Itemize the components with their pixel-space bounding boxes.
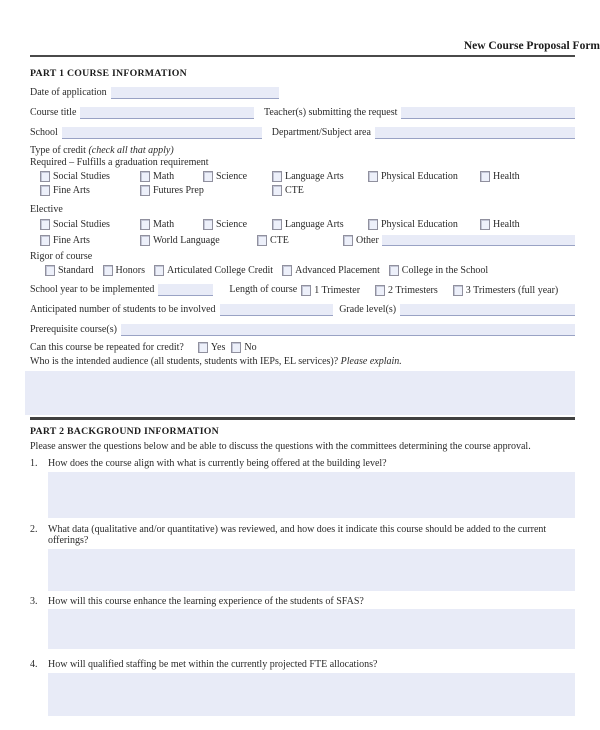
checkbox-elective-language-arts[interactable] bbox=[272, 219, 282, 230]
department-label: Department/Subject area bbox=[271, 127, 371, 138]
checkbox-label: 3 Trimesters (full year) bbox=[465, 285, 559, 296]
elective-language-arts-option[interactable] bbox=[272, 219, 344, 230]
question-text: What data (qualitative and/or quantitative) was reviewed, and how does it indicate this course should be added to the current offerings? bbox=[48, 523, 547, 546]
elective-health-option[interactable] bbox=[480, 219, 520, 230]
checkbox-label: Advanced Placement bbox=[295, 265, 380, 276]
audience-note: Please explain. bbox=[340, 356, 402, 367]
part2-divider bbox=[30, 417, 575, 420]
required-language-arts-option[interactable] bbox=[272, 171, 344, 182]
elective-row-2 bbox=[30, 231, 575, 247]
checkbox-elective-cte[interactable] bbox=[257, 235, 267, 246]
form-content bbox=[30, 55, 575, 716]
checkbox-rigor-college-in-the-school[interactable] bbox=[389, 265, 399, 276]
teachers-label: Teacher(s) submitting the request bbox=[263, 107, 398, 118]
length-of-course-label: Length of course bbox=[229, 284, 298, 295]
checkbox-label: Articulated College Credit bbox=[167, 265, 274, 276]
checkbox-required-language-arts[interactable] bbox=[272, 171, 282, 182]
question-text: How does the course align with what is currently being offered at the building level? bbox=[48, 458, 387, 469]
elective-physical-education-option[interactable] bbox=[368, 219, 458, 230]
checkbox-yes[interactable] bbox=[198, 342, 208, 353]
elective-science-option[interactable] bbox=[203, 219, 247, 230]
audience-line bbox=[30, 356, 575, 368]
audience-answer-area[interactable] bbox=[25, 371, 575, 415]
question-3-answer-area[interactable] bbox=[48, 609, 575, 649]
checkbox-elective-math[interactable] bbox=[140, 219, 150, 230]
question-2-answer-area[interactable] bbox=[48, 549, 575, 591]
checkbox-label: Health bbox=[493, 171, 520, 182]
prerequisite-input[interactable] bbox=[121, 324, 575, 336]
checkbox-label: College in the School bbox=[401, 265, 489, 276]
elective-row-1 bbox=[30, 216, 575, 231]
question-1-answer-area[interactable] bbox=[48, 472, 575, 518]
elective-math-option[interactable] bbox=[140, 219, 174, 230]
required-math-option[interactable] bbox=[140, 171, 174, 182]
required-cte-option[interactable] bbox=[272, 185, 304, 196]
checkbox-elective-fine-arts[interactable] bbox=[40, 235, 50, 246]
checkbox-elective-health[interactable] bbox=[480, 219, 490, 230]
question-number: 4. bbox=[30, 659, 38, 670]
checkbox-label: Health bbox=[493, 219, 520, 230]
checkbox-label: Physical Education bbox=[381, 171, 458, 182]
checkbox-label: Other bbox=[356, 235, 379, 246]
checkbox-label: Math bbox=[153, 171, 175, 182]
checkbox-label: Science bbox=[216, 219, 248, 230]
checkbox-label: Yes bbox=[210, 342, 226, 353]
required-health-option[interactable] bbox=[480, 171, 520, 182]
rigor-honors-option[interactable] bbox=[103, 265, 145, 276]
required-credit-row-2 bbox=[30, 183, 575, 197]
required-science-option[interactable] bbox=[203, 171, 247, 182]
rigor-advanced-placement-option[interactable] bbox=[282, 265, 380, 276]
question-number: 1. bbox=[30, 458, 38, 469]
length-3-trimesters-option[interactable] bbox=[453, 285, 559, 296]
prerequisite-label: Prerequisite course(s) bbox=[30, 324, 117, 335]
type-of-credit-line bbox=[30, 145, 575, 157]
checkbox-label: Futures Prep bbox=[153, 185, 204, 196]
elective-fine-arts-option[interactable] bbox=[40, 235, 90, 246]
length-1-trimester-option[interactable] bbox=[301, 285, 360, 296]
repeat-yes-option[interactable] bbox=[198, 342, 226, 353]
question-3 bbox=[30, 596, 575, 608]
checkbox-required-health[interactable] bbox=[480, 171, 490, 182]
checkbox-elective-social-studies[interactable] bbox=[40, 219, 50, 230]
header-divider bbox=[30, 55, 575, 57]
checkbox-3-trimesters[interactable] bbox=[453, 285, 463, 296]
checkbox-elective-physical-education[interactable] bbox=[368, 219, 378, 230]
checkbox-label: Fine Arts bbox=[53, 235, 90, 246]
checkbox-label: Language Arts bbox=[285, 171, 344, 182]
course-title-label: Course title bbox=[30, 107, 77, 118]
question-4 bbox=[30, 659, 575, 671]
required-physical-education-option[interactable] bbox=[368, 171, 458, 182]
elective-other-input[interactable] bbox=[382, 235, 575, 246]
checkbox-elective-world-language[interactable] bbox=[140, 235, 150, 246]
checkbox-elective-science[interactable] bbox=[203, 219, 213, 230]
repeat-no-option[interactable] bbox=[231, 342, 256, 353]
date-of-application-label: Date of application bbox=[30, 87, 107, 98]
elective-other-option[interactable] bbox=[343, 235, 575, 246]
checkbox-label: World Language bbox=[153, 235, 220, 246]
checkbox-rigor-standard[interactable] bbox=[45, 265, 55, 276]
question-number: 3. bbox=[30, 595, 38, 607]
department-input[interactable] bbox=[375, 127, 575, 139]
question-number: 2. bbox=[30, 523, 38, 535]
checkbox-required-social-studies[interactable] bbox=[40, 171, 50, 182]
part2-intro: Please answer the questions below and be able to discuss the questions with the committees determining the course approval. bbox=[30, 441, 531, 452]
required-futures-prep-option[interactable] bbox=[140, 185, 204, 196]
checkbox-rigor-articulated-college-credit[interactable] bbox=[154, 265, 164, 276]
prerequisite-row bbox=[30, 323, 575, 336]
anticipated-students-row bbox=[30, 303, 575, 316]
checkbox-label: 2 Trimesters bbox=[388, 285, 438, 296]
part2-heading: PART 2 BACKGROUND INFORMATION bbox=[30, 426, 219, 437]
elective-world-language-option[interactable] bbox=[140, 235, 220, 246]
checkbox-label: Social Studies bbox=[53, 219, 110, 230]
form-title: New Course Proposal Form bbox=[463, 40, 600, 52]
checkbox-label: Math bbox=[153, 219, 175, 230]
length-2-trimesters-option[interactable] bbox=[375, 285, 438, 296]
checkbox-label: 1 Trimester bbox=[314, 285, 361, 296]
required-fine-arts-option[interactable] bbox=[40, 185, 90, 196]
school-year-label: School year to be implemented bbox=[30, 284, 155, 295]
checkbox-label: Language Arts bbox=[285, 219, 344, 230]
question-text: How will qualified staffing be met within the currently projected FTE allocations? bbox=[48, 659, 378, 670]
date-of-application-row bbox=[30, 86, 575, 99]
required-label: Required – Fulfills a graduation requirement bbox=[30, 157, 209, 168]
checkbox-1-trimester[interactable] bbox=[301, 285, 311, 296]
checkbox-label: Fine Arts bbox=[53, 185, 90, 196]
repeat-for-credit-label: Can this course be repeated for credit? bbox=[30, 342, 184, 353]
school-input[interactable] bbox=[62, 127, 262, 139]
question-1 bbox=[30, 458, 575, 470]
anticipated-students-input[interactable] bbox=[220, 304, 334, 316]
rigor-label: Rigor of course bbox=[30, 251, 93, 262]
school-year-input[interactable] bbox=[158, 284, 213, 296]
date-of-application-input[interactable] bbox=[111, 87, 279, 99]
grade-levels-input[interactable] bbox=[400, 304, 575, 316]
checkbox-required-futures-prep[interactable] bbox=[140, 185, 150, 196]
checkbox-label: CTE bbox=[270, 235, 289, 246]
checkbox-required-cte[interactable] bbox=[272, 185, 282, 196]
checkbox-label: Social Studies bbox=[53, 171, 110, 182]
checkbox-label: Physical Education bbox=[381, 219, 458, 230]
rigor-articulated-college-credit-option[interactable] bbox=[154, 265, 273, 276]
school-label: School bbox=[30, 127, 58, 138]
type-of-credit-label: Type of credit bbox=[30, 145, 86, 156]
required-credit-row-1 bbox=[30, 169, 575, 183]
checkbox-rigor-advanced-placement[interactable] bbox=[282, 265, 292, 276]
checkbox-required-fine-arts[interactable] bbox=[40, 185, 50, 196]
elective-social-studies-option[interactable] bbox=[40, 219, 110, 230]
checkbox-label: Honors bbox=[115, 265, 145, 276]
rigor-standard-option[interactable] bbox=[45, 265, 94, 276]
checkbox-2-trimesters[interactable] bbox=[375, 285, 385, 296]
question-2 bbox=[30, 524, 575, 547]
elective-cte-option[interactable] bbox=[257, 235, 289, 246]
checkbox-no[interactable] bbox=[231, 342, 241, 353]
question-4-answer-area[interactable] bbox=[48, 673, 575, 716]
audience-label: Who is the intended audience (all students, students with IEPs, EL services)? bbox=[30, 356, 339, 367]
checkbox-elective-other[interactable] bbox=[343, 235, 353, 246]
rigor-row bbox=[30, 263, 575, 276]
checkbox-label: No bbox=[244, 342, 257, 353]
question-text: How will this course enhance the learning experience of the students of SFAS? bbox=[48, 595, 364, 607]
required-social-studies-option[interactable] bbox=[40, 171, 110, 182]
checkbox-label: Science bbox=[216, 171, 248, 182]
checkbox-label: CTE bbox=[285, 185, 304, 196]
anticipated-students-label: Anticipated number of students to be involved bbox=[30, 304, 216, 315]
school-year-row bbox=[30, 283, 575, 296]
checkbox-label: Standard bbox=[58, 265, 94, 276]
school-row bbox=[30, 126, 575, 139]
repeat-for-credit-row bbox=[30, 340, 575, 353]
elective-label: Elective bbox=[30, 204, 63, 215]
grade-levels-label: Grade level(s) bbox=[339, 304, 397, 315]
rigor-college-in-the-school-option[interactable] bbox=[389, 265, 488, 276]
checkbox-required-physical-education[interactable] bbox=[368, 171, 378, 182]
checkbox-required-math[interactable] bbox=[140, 171, 150, 182]
checkbox-required-science[interactable] bbox=[203, 171, 213, 182]
course-title-row bbox=[30, 106, 575, 119]
type-of-credit-note: (check all that apply) bbox=[88, 145, 174, 156]
course-title-input[interactable] bbox=[80, 107, 254, 119]
teachers-input[interactable] bbox=[401, 107, 575, 119]
checkbox-rigor-honors[interactable] bbox=[103, 265, 113, 276]
part1-heading: PART 1 COURSE INFORMATION bbox=[30, 68, 187, 79]
